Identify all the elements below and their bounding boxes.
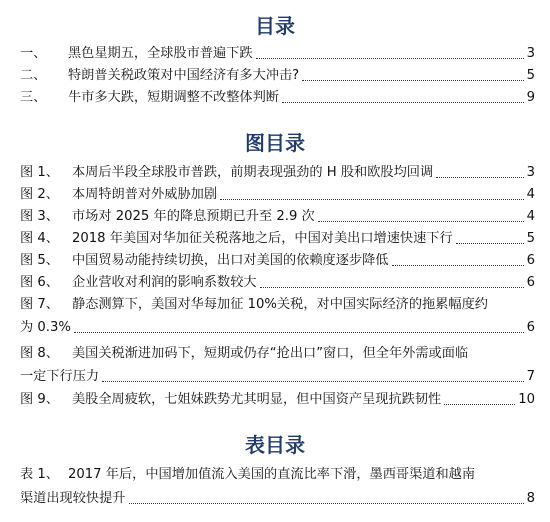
table-entry-label: 表 1、 bbox=[20, 467, 59, 482]
figure-entry-label: 图 2、 bbox=[20, 187, 59, 202]
toc-entry[interactable] bbox=[20, 66, 535, 85]
leader-dots bbox=[318, 221, 524, 222]
figure-entry[interactable] bbox=[20, 207, 535, 226]
leader-dots bbox=[302, 80, 523, 81]
figure-entry[interactable] bbox=[20, 273, 535, 292]
leader-dots bbox=[444, 404, 515, 405]
figure-entry[interactable] bbox=[20, 229, 535, 248]
figure-entry-text: 美股全周疲软，七姐妹跌势尤其明显，但中国资产呈现抗跌韧性 bbox=[72, 392, 442, 407]
leader-dots bbox=[220, 199, 524, 200]
figure-entry-label: 图 3、 bbox=[20, 209, 59, 224]
figure-entry-text: 静态测算下，美国对华每加征 10%关税，对中国实际经济的拖累幅度约 bbox=[72, 297, 488, 312]
figure-entry-page: 6 bbox=[526, 320, 535, 335]
figure-entry-text: 2018 年美国对华加征关税落地之后，中国对美出口增速快速下行 bbox=[72, 231, 453, 246]
leader-dots bbox=[436, 177, 523, 178]
table-entry-text: 2017 年后，中国增加值流入美国的直流比率下滑，墨西哥渠道和越南 bbox=[68, 467, 476, 482]
figure-entry[interactable] bbox=[20, 251, 535, 270]
figure-entry-page: 4 bbox=[526, 209, 535, 224]
figure-entry-label: 图 4、 bbox=[20, 231, 59, 246]
leader-dots bbox=[392, 265, 524, 266]
leader-dots bbox=[256, 58, 524, 59]
toc-entry-page: 3 bbox=[526, 46, 535, 61]
toc-entry-page: 5 bbox=[526, 68, 535, 83]
leader-dots bbox=[74, 332, 524, 333]
figure-entry-text-cont: 为 0.3% bbox=[20, 320, 71, 335]
leader-dots bbox=[456, 243, 524, 244]
leader-dots bbox=[260, 287, 524, 288]
leader-dots bbox=[282, 102, 524, 103]
toc-entry-text: 特朗普关税政策对中国经济有多大冲击? bbox=[68, 68, 300, 83]
toc-entry-text: 黑色星期五，全球股市普遍下跌 bbox=[68, 46, 253, 61]
toc-entry-text: 牛市多大跌，短期调整不改整体判断 bbox=[68, 90, 279, 105]
figure-entry-page: 6 bbox=[526, 275, 535, 290]
leader-dots bbox=[129, 503, 524, 504]
figure-entry-page: 3 bbox=[526, 165, 535, 180]
figure-entry-text-cont: 一定下行压力 bbox=[20, 369, 100, 384]
figure-entry-text: 中国贸易动能持续切换，出口对美国的依赖度逐步降低 bbox=[72, 253, 389, 268]
toc-title: 目录 bbox=[255, 14, 295, 38]
toc-entry[interactable] bbox=[20, 44, 535, 63]
table-entry-page: 8 bbox=[526, 491, 535, 506]
figures-title: 图目录 bbox=[245, 131, 305, 155]
figure-entry-label: 图 1、 bbox=[20, 165, 59, 180]
figure-entry-page: 7 bbox=[526, 369, 535, 384]
toc-entry-label: 二、 bbox=[20, 68, 47, 83]
figure-entry-text: 企业营收对利润的影响系数较大 bbox=[72, 275, 257, 290]
figure-entry-label: 图 6、 bbox=[20, 275, 59, 290]
figure-entry-label: 图 7、 bbox=[20, 297, 59, 312]
figure-entry[interactable] bbox=[20, 163, 535, 182]
figure-entry-line2[interactable] bbox=[20, 367, 535, 386]
figure-entry-page: 4 bbox=[526, 187, 535, 202]
figure-entry-line1[interactable] bbox=[20, 295, 535, 314]
figure-entry-line2[interactable] bbox=[20, 318, 535, 337]
leader-dots bbox=[102, 381, 523, 382]
table-entry-line2[interactable] bbox=[20, 489, 535, 508]
figure-entry-text: 本周后半段全球股市普跌，前期表现强劲的 H 股和欧股均回调 bbox=[72, 165, 434, 180]
toc-entry-label: 一、 bbox=[20, 46, 47, 61]
table-entry-text-cont: 渠道出现较快提升 bbox=[20, 491, 126, 506]
figure-entry-label: 图 5、 bbox=[20, 253, 59, 268]
figure-entry-text: 市场对 2025 年的降息预期已升至 2.9 次 bbox=[72, 209, 315, 224]
figure-entry-page: 5 bbox=[526, 231, 535, 246]
toc-entry-label: 三、 bbox=[20, 90, 47, 105]
table-entry-line1[interactable] bbox=[20, 465, 535, 484]
figure-entry-page: 6 bbox=[526, 253, 535, 268]
figure-entry-page: 10 bbox=[518, 392, 535, 407]
toc-entry[interactable] bbox=[20, 88, 535, 107]
tables-title: 表目录 bbox=[245, 433, 305, 457]
figure-entry-label: 图 9、 bbox=[20, 392, 59, 407]
figure-entry[interactable] bbox=[20, 185, 535, 204]
figure-entry-text: 美国关税渐进加码下，短期或仍存“抢出口”窗口，但全年外需或面临 bbox=[72, 346, 469, 361]
figure-entry[interactable] bbox=[20, 390, 535, 409]
figure-entry-label: 图 8、 bbox=[20, 346, 59, 361]
figure-entry-text: 本周特朗普对外威胁加剧 bbox=[72, 187, 218, 202]
toc-entry-page: 9 bbox=[526, 90, 535, 105]
figure-entry-line1[interactable] bbox=[20, 344, 535, 363]
